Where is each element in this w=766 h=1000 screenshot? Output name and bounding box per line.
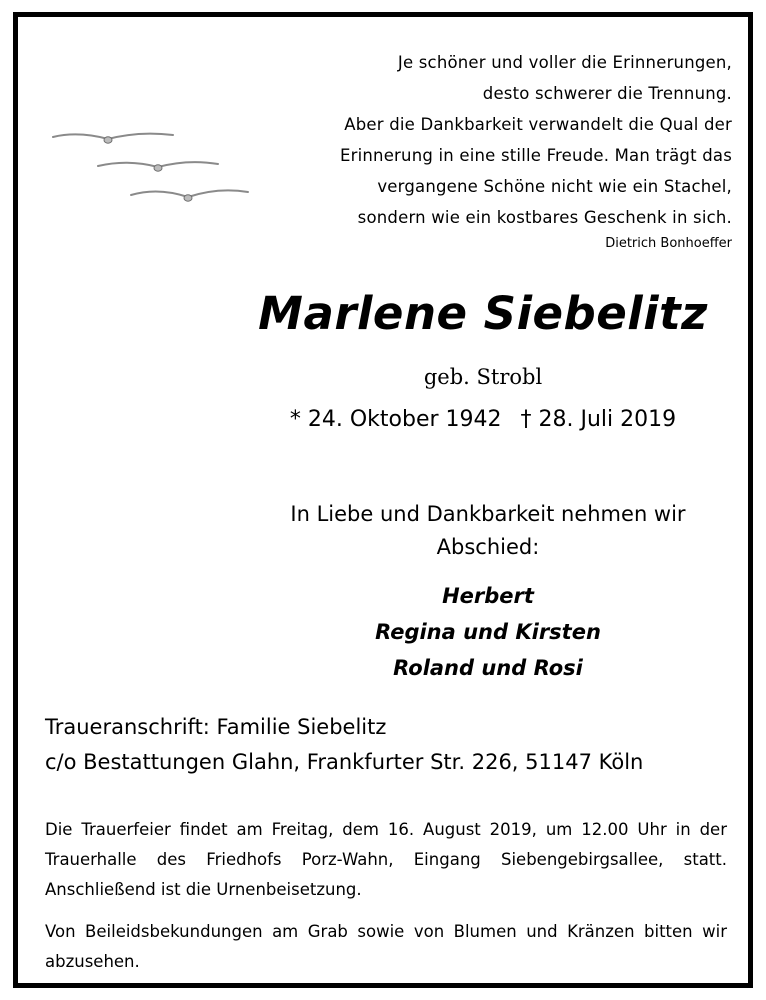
death-date: † 28. Juli 2019	[520, 407, 677, 432]
mourning-address	[45, 710, 643, 780]
quote-block	[272, 47, 732, 233]
deceased-name: Marlene Siebelitz	[258, 287, 708, 340]
birth-date: * 24. Oktober 1942	[289, 407, 502, 432]
intro-line: Abschied:	[436, 535, 540, 559]
address-line: Traueranschrift: Familie Siebelitz	[45, 715, 387, 739]
farewell-intro	[208, 498, 766, 564]
intro-line: In Liebe und Dankbarkeit nehmen wir	[290, 502, 686, 526]
mourners-list	[208, 578, 766, 686]
maiden-name: geb. Strobl	[423, 365, 543, 389]
quote-line: sondern wie ein kostbares Geschenk in sich.	[357, 208, 732, 227]
quote-line: Je schöner und voller die Erinnerungen,	[397, 53, 732, 72]
obituary-frame	[13, 12, 753, 988]
life-dates	[178, 407, 766, 432]
address-line: c/o Bestattungen Glahn, Frankfurter Str. 226, 51147 Köln	[45, 750, 644, 774]
quote-line: Erinnerung in eine stille Freude. Man trägt das	[340, 146, 732, 165]
mourner-name: Regina und Kirsten	[375, 620, 601, 644]
ceremony-notice: Die Trauerfeier findet am Freitag, dem 16. August 2019, um 12.00 Uhr in der Trauerhalle des Friedhofs Porz-Wahn, Eingang Siebengebirgsallee, statt. Anschließend ist die Urnenbeisetzung.	[45, 820, 727, 899]
birds-icon	[48, 127, 268, 227]
quote-line: vergangene Schöne nicht wie ein Stachel,	[377, 177, 732, 196]
quote-author: Dietrich Bonhoeffer	[605, 236, 732, 251]
quote-line: desto schwerer die Trennung.	[482, 84, 732, 103]
mourner-name: Roland und Rosi	[393, 656, 583, 680]
quote-line: Aber die Dankbarkeit verwandelt die Qual der	[344, 115, 732, 134]
condolence-request: Von Beileidsbekundungen am Grab sowie von Blumen und Kränzen bitten wir abzusehen.	[45, 922, 727, 971]
mourner-name: Herbert	[442, 584, 534, 608]
